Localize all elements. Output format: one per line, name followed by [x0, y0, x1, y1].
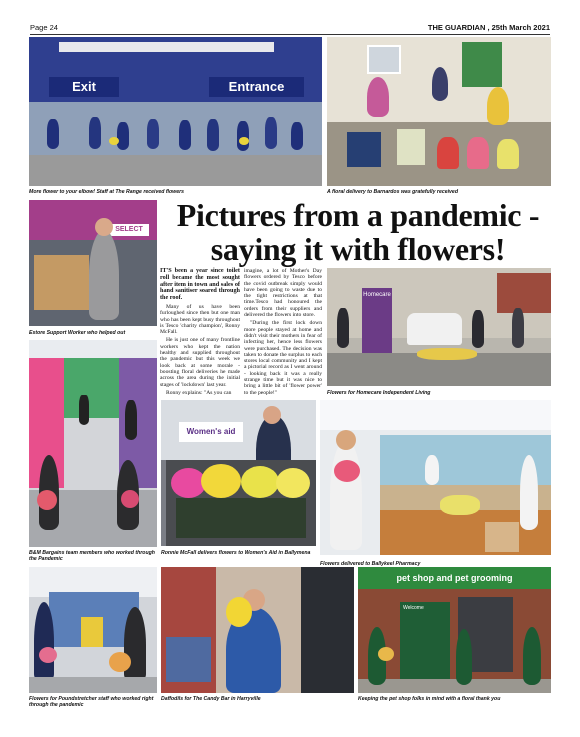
caption-womens-aid: Ronnie McFall delivers flowers to Women's Aid in Ballymena — [161, 550, 311, 556]
photo-range-staff — [29, 37, 322, 186]
caption-estore: Estore Support Worker who helped out — [29, 330, 126, 336]
photo-homecare — [327, 268, 551, 386]
page-header — [30, 20, 550, 35]
article-paragraph: He is just one of many frontline workers who kept the nation healthy and supplied throughout the pandemic but this week we look back at some morale - boosting floral deliveries he made across the area during the initial stages of 'lockdown' last year. — [160, 337, 240, 388]
page-number: Page 24 — [30, 23, 58, 32]
photo-barnardos — [327, 37, 551, 186]
caption-range: More flower to your elbow! Staff at The Range received flowers — [29, 189, 184, 195]
exit-sign: Exit — [49, 77, 119, 97]
homecare-banner: Homecare — [362, 288, 392, 358]
caption-pharmacy: Flowers delivered to Ballykeel Pharmacy — [320, 561, 421, 567]
caption-candy-bar: Daffodils for The Candy Bar in Harryville — [161, 696, 261, 702]
headline: Pictures from a pandemic - saying it with flowers! — [176, 197, 540, 267]
article-paragraph: imagine, a lot of Mother's Day flowers ordered by Tesco before the covid outbreak simply would have been going to waste due to the tight restrictions at that time.Tesco had honoured the orders from their suppliers and delivered the flowers into store. — [244, 268, 322, 319]
photo-bm-bargains — [29, 340, 157, 547]
photo-pharmacy — [320, 400, 551, 555]
article-paragraph: "During the first lock down more people stayed at home and didn't visit their mothers in fear of infecting her, hence less flowers were purchased. The decision was taken to donate the surplus to each stores local community and I kept a pictorial record as I went around - looking back it was a really strange time but it was nice to bring a little bit of 'flower power' to the people!" — [244, 320, 322, 396]
pet-shop-sign: pet shop and pet grooming — [358, 567, 551, 589]
photo-womens-aid — [161, 400, 316, 546]
caption-homecare: Flowers for Homecare Independent Living — [327, 390, 431, 396]
masthead: THE GUARDIAN , 25th March 2021 — [427, 23, 550, 32]
caption-poundstretcher: Flowers for Poundstretcher staff who worked right through the pandemic — [29, 696, 154, 709]
select-sign: SELECT — [109, 224, 149, 236]
article-paragraph: IT'S been a year since toilet roll became the most sought after item in town and sales of hand sanitiser soared through the roof. — [160, 267, 240, 302]
article-column-2 — [244, 268, 322, 398]
caption-pet-shop: Keeping the pet shop folks in mind with a floral thank you — [358, 696, 501, 702]
photo-estore-worker — [29, 200, 157, 326]
welcome-board: Welcome — [400, 602, 450, 679]
article-paragraph: Many of us have been furloughed since then but one man who has been kept busy throughout is Tesco 'charity champion', Ronny McFall. — [160, 303, 240, 336]
caption-bm: B&M Bargains team members who worked through the Pandemic — [29, 550, 155, 563]
article-paragraph: Ronny explains: "As you can — [166, 389, 232, 396]
article-column-1 — [160, 268, 240, 398]
photo-pet-shop — [358, 567, 551, 693]
entrance-sign: Entrance — [209, 77, 304, 97]
womens-aid-sign: Women's aid — [179, 422, 243, 442]
caption-barnardos: A floral delivery to Barnardos was gratefully received — [327, 189, 458, 195]
photo-poundstretcher — [29, 567, 157, 693]
photo-candy-bar — [161, 567, 354, 693]
